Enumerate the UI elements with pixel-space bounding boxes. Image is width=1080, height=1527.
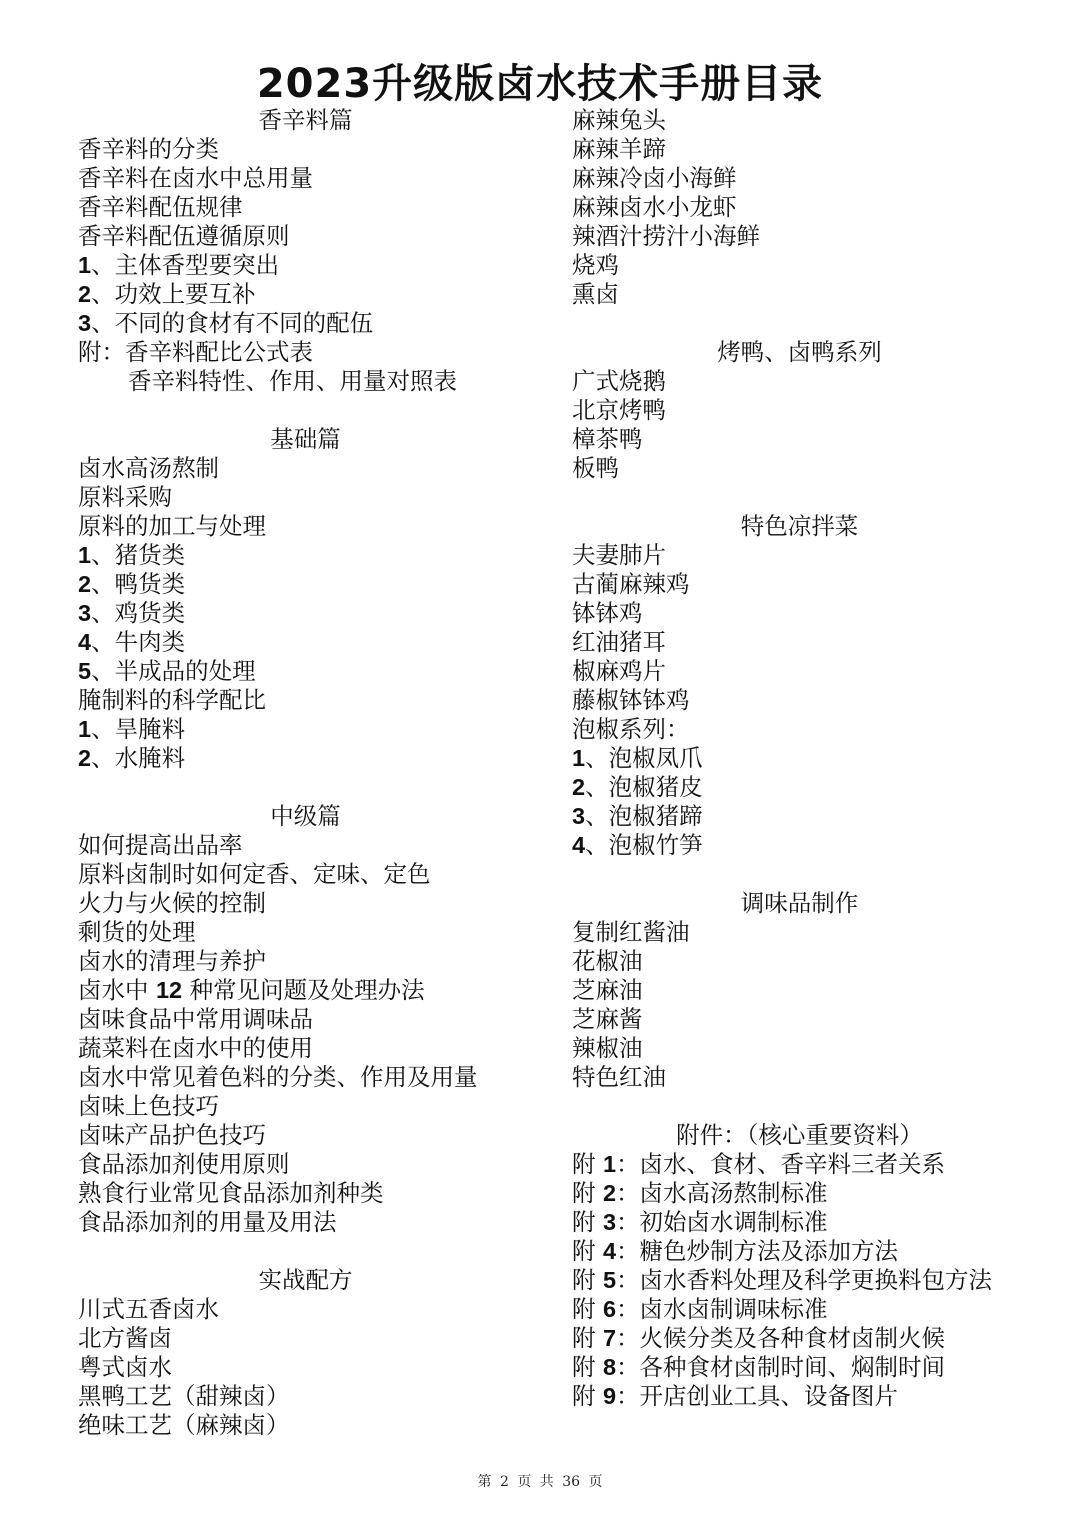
- appendix-item: 附 3：初始卤水调制标准: [572, 1208, 828, 1236]
- toc-item: 芝麻油: [572, 976, 643, 1004]
- appendix-item: 附 6：卤水卤制调味标准: [572, 1295, 828, 1323]
- toc-item: 原料采购: [78, 483, 172, 511]
- section-heading: 实战配方: [258, 1266, 353, 1294]
- page-footer: [0, 1471, 1080, 1491]
- toc-item: 椒麻鸡片: [572, 657, 666, 685]
- toc-item: 北京烤鸭: [572, 396, 666, 424]
- toc-numbered-item: 1、猪货类: [78, 541, 186, 569]
- page-title: 2023升级版卤水技术手册目录: [256, 61, 824, 107]
- current-page-number: 2: [499, 1474, 509, 1490]
- total-page-count: 36: [562, 1474, 581, 1490]
- toc-item: 复制红酱油: [572, 918, 690, 946]
- toc-numbered-item: 1、泡椒凤爪: [572, 744, 703, 772]
- footer-prefix: 第: [477, 1474, 492, 1490]
- toc-item: 特色红油: [572, 1063, 666, 1091]
- toc-item: 川式五香卤水: [78, 1295, 219, 1323]
- footer-suffix: 页: [588, 1474, 603, 1490]
- toc-numbered-item: 2、鸭货类: [78, 570, 186, 598]
- toc-item: 卤味上色技巧: [78, 1092, 219, 1120]
- toc-item: 卤水中常见着色料的分类、作用及用量: [78, 1063, 478, 1091]
- toc-item: 广式烧鹅: [572, 367, 666, 395]
- toc-numbered-item: 1、主体香型要突出: [78, 251, 280, 279]
- toc-item: 卤味产品护色技巧: [78, 1121, 266, 1149]
- toc-numbered-item: 3、不同的食材有不同的配伍: [78, 309, 374, 337]
- toc-item: 泡椒系列：: [572, 715, 690, 743]
- section-heading: 香辛料篇: [258, 106, 353, 134]
- toc-item: 香辛料在卤水中总用量: [78, 164, 313, 192]
- toc-item: 熟食行业常见食品添加剂种类: [78, 1179, 384, 1207]
- appendix-item: 附 8：各种食材卤制时间、焖制时间: [572, 1353, 946, 1381]
- section-heading: 中级篇: [270, 802, 341, 830]
- toc-item: 藤椒钵钵鸡: [572, 686, 690, 714]
- section-heading: 基础篇: [270, 425, 341, 453]
- toc-item: 黑鸭工艺（甜辣卤）: [78, 1382, 290, 1410]
- toc-item: 烧鸡: [572, 251, 619, 279]
- toc-item: 卤水的清理与养护: [78, 947, 266, 975]
- section-heading: 调味品制作: [740, 889, 859, 917]
- left-column: [78, 106, 538, 1440]
- toc-numbered-item: 2、泡椒猪皮: [572, 773, 703, 801]
- toc-appendix: 附：香辛料配比公式表: [78, 338, 313, 366]
- footer-middle: 页 共: [517, 1474, 554, 1490]
- appendix-item: 附 4：糖色炒制方法及添加方法: [572, 1237, 899, 1265]
- toc-item: 麻辣羊蹄: [572, 135, 666, 163]
- toc-item: 卤水高汤熬制: [78, 454, 219, 482]
- toc-item: 麻辣冷卤小海鲜: [572, 164, 737, 192]
- appendix-item: 附 5：卤水香料处理及科学更换料包方法: [572, 1266, 993, 1294]
- toc-numbered-item: 3、泡椒猪蹄: [572, 802, 703, 830]
- toc-item: 麻辣卤水小龙虾: [572, 193, 737, 221]
- toc-item: 熏卤: [572, 280, 619, 308]
- right-column: [572, 106, 1052, 1411]
- toc-item: 辣椒油: [572, 1034, 643, 1062]
- toc-item: 樟茶鸭: [572, 425, 643, 453]
- appendix-item: 附 2：卤水高汤熬制标准: [572, 1179, 828, 1207]
- toc-appendix: 香辛料特性、作用、用量对照表: [128, 367, 457, 395]
- toc-item: 钵钵鸡: [572, 599, 643, 627]
- toc-numbered-item: 4、牛肉类: [78, 628, 186, 656]
- toc-item: 卤水中 12 种常见问题及处理办法: [78, 976, 425, 1004]
- toc-numbered-item: 2、功效上要互补: [78, 280, 256, 308]
- toc-item: 芝麻酱: [572, 1005, 643, 1033]
- toc-item: 板鸭: [572, 454, 619, 482]
- toc-item: 辣酒汁捞汁小海鲜: [572, 222, 760, 250]
- toc-item: 原料卤制时如何定香、定味、定色: [78, 860, 431, 888]
- toc-item: 绝味工艺（麻辣卤）: [78, 1411, 290, 1439]
- section-heading: 特色凉拌菜: [740, 512, 859, 540]
- toc-numbered-item: 2、水腌料: [78, 744, 186, 772]
- toc-item: 香辛料配伍遵循原则: [78, 222, 290, 250]
- toc-numbered-item: 3、鸡货类: [78, 599, 186, 627]
- toc-item: 食品添加剂的用量及用法: [78, 1208, 337, 1236]
- toc-item: 红油猪耳: [572, 628, 666, 656]
- toc-item: 花椒油: [572, 947, 643, 975]
- toc-item: 麻辣兔头: [572, 106, 666, 134]
- toc-item: 火力与火候的控制: [78, 889, 266, 917]
- toc-numbered-item: 1、旱腌料: [78, 715, 186, 743]
- toc-item: 如何提高出品率: [78, 831, 243, 859]
- appendix-item: 附 9：开店创业工具、设备图片: [572, 1382, 899, 1410]
- toc-numbered-item: 4、泡椒竹笋: [572, 831, 703, 859]
- toc-numbered-item: 5、半成品的处理: [78, 657, 256, 685]
- toc-item: 原料的加工与处理: [78, 512, 266, 540]
- toc-item: 香辛料的分类: [78, 135, 219, 163]
- toc-item: 腌制料的科学配比: [78, 686, 266, 714]
- appendix-item: 附 1：卤水、食材、香辛料三者关系: [572, 1150, 946, 1178]
- appendix-item: 附 7：火候分类及各种食材卤制火候: [572, 1324, 946, 1352]
- section-heading: 烤鸭、卤鸭系列: [717, 338, 882, 366]
- toc-item: 夫妻肺片: [572, 541, 666, 569]
- toc-item: 卤味食品中常用调味品: [78, 1005, 313, 1033]
- toc-item: 食品添加剂使用原则: [78, 1150, 290, 1178]
- toc-item: 剩货的处理: [78, 918, 196, 946]
- toc-item: 粤式卤水: [78, 1353, 172, 1381]
- toc-item: 北方酱卤: [78, 1324, 172, 1352]
- section-heading: 附件：（核心重要资料）: [676, 1121, 923, 1149]
- toc-item: 古蔺麻辣鸡: [572, 570, 690, 598]
- toc-item: 香辛料配伍规律: [78, 193, 243, 221]
- toc-item: 蔬菜料在卤水中的使用: [78, 1034, 313, 1062]
